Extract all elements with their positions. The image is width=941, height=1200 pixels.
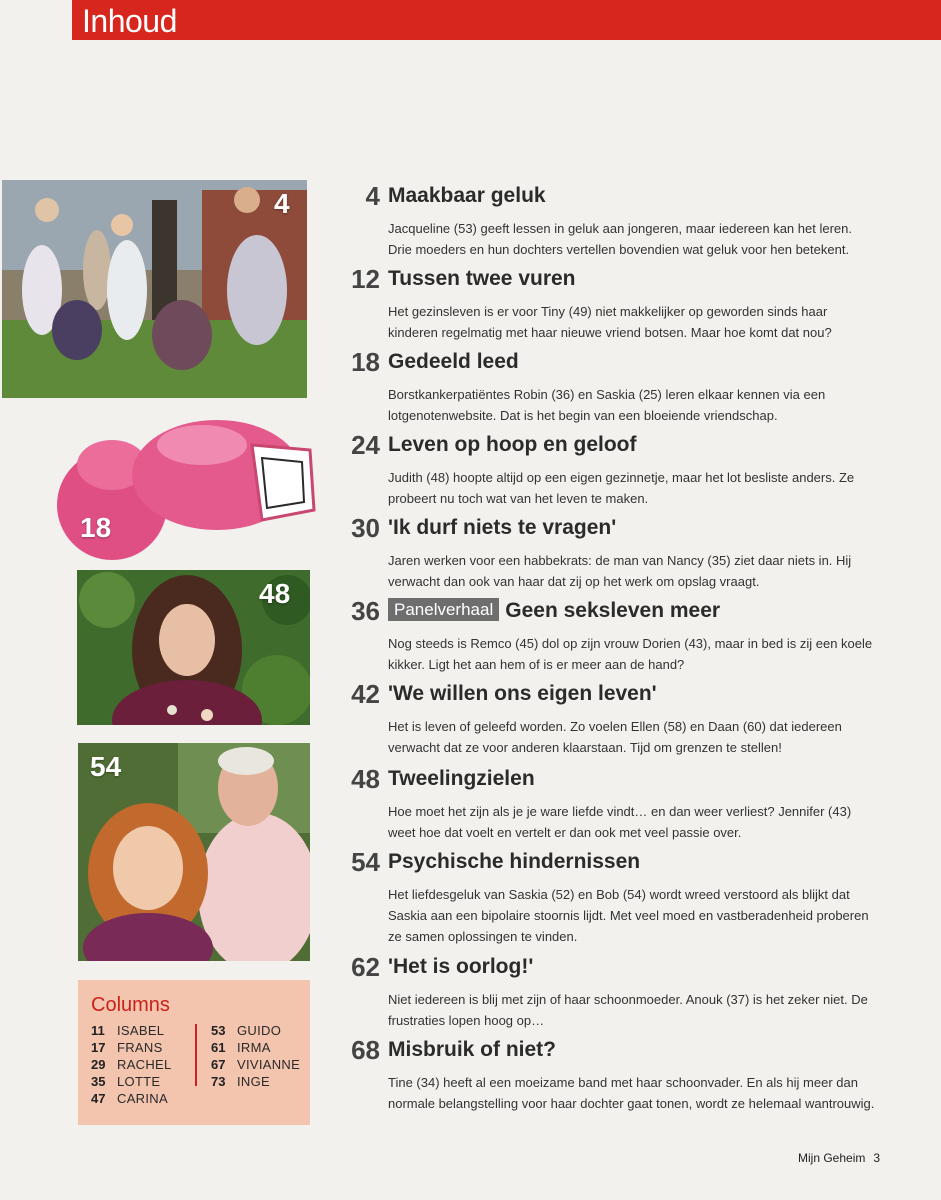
column-name: LOTTE — [117, 1074, 161, 1089]
photo-page-number: 54 — [90, 751, 122, 782]
column-page-number: 67 — [211, 1057, 226, 1072]
entry-title: 'We willen ons eigen leven' — [388, 682, 657, 705]
entry-title: Tussen twee vuren — [388, 267, 576, 290]
entry-page-number: 12 — [351, 264, 380, 294]
columns-list-right — [211, 1022, 300, 1090]
entry-description: Hoe moet het zijn als je je ware liefde vindt… en dan weer verliest? Jennifer (43) weet hoe dat voelt en vertelt er dan ook met veel passie over. — [388, 804, 852, 840]
entry-page-number: 48 — [351, 764, 380, 794]
columns-divider — [195, 1024, 197, 1086]
column-name: FRANS — [117, 1040, 163, 1055]
columns-title: Columns — [91, 994, 170, 1016]
toc-entry[interactable] — [340, 181, 880, 257]
column-name: RACHEL — [117, 1057, 172, 1072]
columns-list-left — [91, 1022, 172, 1107]
entry-title: Gedeeld leed — [388, 350, 519, 373]
toc-entry[interactable] — [340, 596, 880, 672]
page-footer — [798, 1151, 880, 1165]
page-title: Inhoud — [82, 3, 177, 39]
entry-page-number: 54 — [351, 847, 380, 877]
column-item[interactable] — [211, 1073, 300, 1090]
photo-page-number: 4 — [274, 188, 290, 219]
entry-page-number: 18 — [351, 347, 380, 377]
column-name: IRMA — [237, 1040, 271, 1055]
column-item[interactable] — [91, 1073, 172, 1090]
column-page-number: 17 — [91, 1040, 106, 1055]
entry-description: Het liefdesgeluk van Saskia (52) en Bob (54) wordt wreed verstoord als blijkt dat Saskia aan een bipolaire stoornis lijdt. Met veel moed en vastberadenheid proberen ze samen oplossingen te vinden. — [388, 887, 869, 944]
entry-page-number: 68 — [351, 1035, 380, 1065]
entry-page-number: 36 — [351, 596, 380, 626]
column-item[interactable] — [211, 1039, 300, 1056]
column-name: CARINA — [117, 1091, 168, 1106]
column-item[interactable] — [91, 1056, 172, 1073]
photo-page-number: 48 — [259, 578, 291, 609]
entry-description: Nog steeds is Remco (45) dol op zijn vrouw Dorien (43), maar in bed is zij een koele kikker. Ligt het aan hem of is er meer aan de hand? — [388, 636, 873, 672]
toc-entry[interactable] — [340, 952, 880, 1028]
entry-title: Psychische hindernissen — [388, 850, 641, 873]
column-page-number: 35 — [91, 1074, 106, 1089]
entry-title: Maakbaar geluk — [388, 184, 546, 207]
photo-page-number: 18 — [80, 512, 112, 543]
page-number: 3 — [873, 1151, 881, 1165]
column-name: INGE — [237, 1074, 270, 1089]
column-name: GUIDO — [237, 1023, 282, 1038]
column-item[interactable] — [211, 1056, 300, 1073]
photo-boxing-gloves — [52, 410, 317, 560]
column-page-number: 53 — [211, 1023, 226, 1038]
toc-entry[interactable] — [340, 513, 880, 589]
entry-title: Geen seksleven meer — [505, 599, 721, 622]
magazine-name: Mijn Geheim — [798, 1151, 866, 1165]
photo-mothers-daughters — [2, 180, 307, 398]
toc-entry[interactable] — [340, 679, 880, 755]
page-header — [72, 0, 941, 40]
toc-entry[interactable] — [340, 847, 880, 944]
entry-page-number: 42 — [351, 679, 380, 709]
entry-page-number: 24 — [351, 430, 380, 460]
panel-tag: Panelverhaal — [388, 598, 499, 621]
column-page-number: 11 — [91, 1023, 105, 1038]
photo-couple — [78, 743, 310, 961]
entry-title: Misbruik of niet? — [388, 1038, 556, 1061]
entry-title: 'Het is oorlog!' — [388, 955, 534, 978]
entry-description: Het gezinsleven is er voor Tiny (49) niet makkelijker op geworden sinds haar kinderen regelmatig met haar nieuwe vriend botsen. Maar hoe komt dat nou? — [388, 304, 832, 340]
entry-title: Tweelingzielen — [388, 767, 535, 790]
toc-entry[interactable] — [340, 347, 880, 423]
toc-entry[interactable] — [340, 1035, 880, 1111]
column-item[interactable] — [91, 1039, 172, 1056]
entry-description: Niet iedereen is blij met zijn of haar schoonmoeder. Anouk (37) is het zeker niet. De frustraties lopen hoog op… — [388, 992, 868, 1028]
column-name: VIVIANNE — [237, 1057, 301, 1072]
entry-description: Jaren werken voor een habbekrats: de man van Nancy (35) ziet daar niets in. Hij verwacht dan ook van haar dat zij op het werk om opslag vraagt. — [388, 553, 852, 589]
entry-page-number: 62 — [351, 952, 380, 982]
toc-entry[interactable] — [340, 264, 880, 340]
column-page-number: 73 — [211, 1074, 226, 1089]
entry-title: Leven op hoop en geloof — [388, 433, 637, 456]
toc-entry[interactable] — [340, 764, 880, 840]
entry-title-with-tag — [388, 597, 720, 625]
entry-description: Tine (34) heeft al een moeizame band met haar schoonvader. En als hij meer dan normale belangstelling voor haar dochter gaat tonen, wordt ze helemaal wantrouwig. — [388, 1075, 875, 1111]
entry-description: Borstkankerpatiëntes Robin (36) en Saskia (25) leren elkaar kennen via een lotgenotenwebsite. Dat is het begin van een bloeiende vriendschap. — [388, 387, 826, 423]
entry-description: Jacqueline (53) geeft lessen in geluk aan jongeren, maar iedereen kan het leren. Drie moeders en hun dochters vertellen bovendien wat geluk voor hen betekent. — [388, 221, 852, 257]
entry-description: Judith (48) hoopte altijd op een eigen gezinnetje, maar het lot besliste anders. Ze probeert nu toch wat van het leven te maken. — [388, 470, 855, 506]
columns-box — [78, 980, 310, 1125]
entry-title: 'Ik durf niets te vragen' — [388, 516, 617, 539]
column-item[interactable] — [91, 1022, 172, 1039]
column-page-number: 29 — [91, 1057, 106, 1072]
entry-description: Het is leven of geleefd worden. Zo voelen Ellen (58) en Daan (60) dat iedereen verwacht dat ze voor anderen klaarstaan. Tijd om grenzen te stellen! — [388, 719, 842, 755]
entry-page-number: 30 — [351, 513, 380, 543]
column-item[interactable] — [91, 1090, 172, 1107]
toc-entry[interactable] — [340, 430, 880, 506]
column-page-number: 61 — [211, 1040, 226, 1055]
entry-page-number: 4 — [365, 181, 380, 211]
photo-woman-portrait — [77, 570, 310, 725]
column-item[interactable] — [211, 1022, 300, 1039]
column-page-number: 47 — [91, 1091, 106, 1106]
column-name: ISABEL — [117, 1023, 165, 1038]
